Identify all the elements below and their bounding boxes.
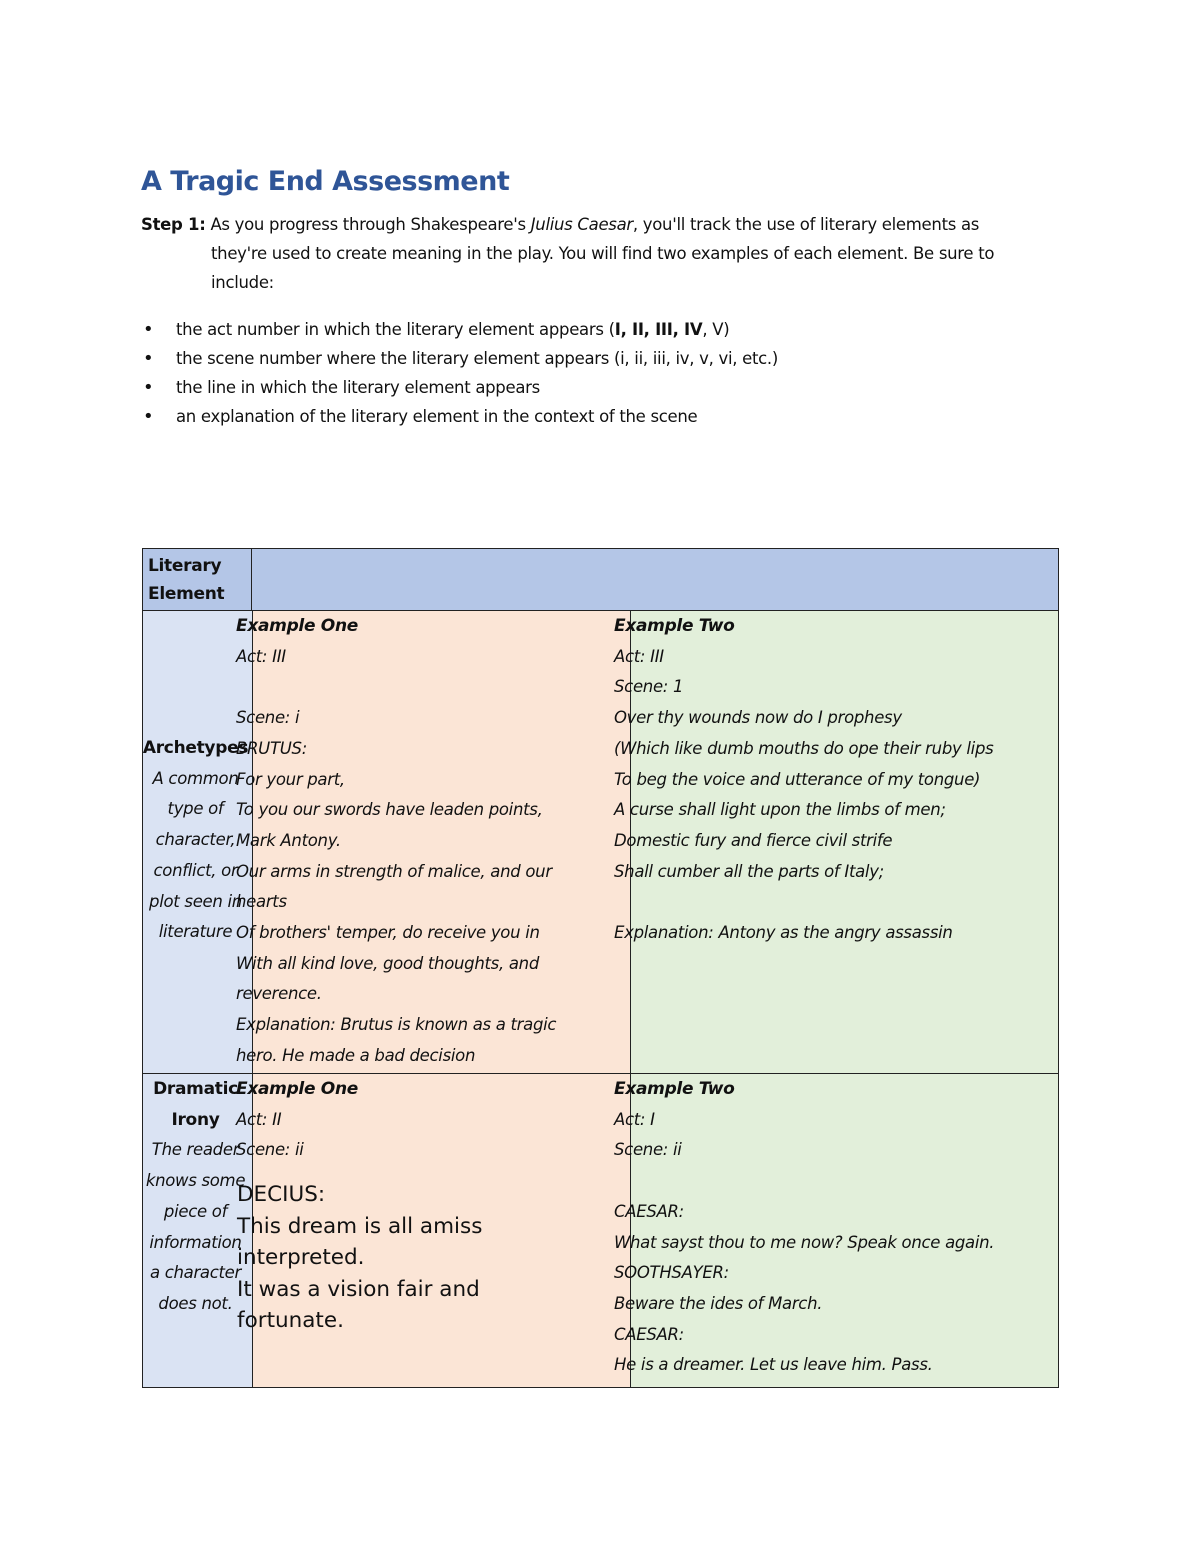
requirements-list: [141, 315, 778, 431]
step-line-3: include:: [211, 273, 274, 292]
step-line-2: they're used to create meaning in the play. You will find two examples of each element. Be sure to: [211, 244, 995, 263]
step-1-instructions: [141, 210, 1071, 297]
list-item: • the act number in which the literary element appears (I, II, III, IV, V): [141, 315, 778, 344]
header-blank: [252, 548, 1059, 611]
list-item: • an explanation of the literary element in the context of the scene: [141, 402, 778, 431]
archetypes-example-two: Example Two Act: III Scene: 1 Over thy wounds now do I prophesy (Which like dumb mouths do ope their ruby lips To beg the voice and utterance of my tongue) A curse shall light upon the limbs of men; Domestic fury and fierce civil strife Shall cumber all the parts of Italy; Explanation: Antony as the angry assassin: [630, 611, 1059, 1073]
element-label-archetypes: Archetypes A common type of character, conflict, or plot seen in literature: [142, 611, 252, 1073]
list-item: • the line in which the literary element appears: [141, 373, 778, 402]
play-title: Julius Caesar: [530, 215, 633, 234]
list-item: • the scene number where the literary element appears (i, ii, iii, iv, v, vi, etc.): [141, 344, 778, 373]
element-name: Archetypes: [142, 738, 249, 758]
dramatic-irony-example-two: Example Two Act: I Scene: ii CAESAR: What sayst thou to me now? Speak once again. SOOTHSAYER: Beware the ides of March. CAESAR: He is a dreamer. Let us leave him. Pass.: [630, 1073, 1059, 1388]
element-name: Dramatic: [153, 1079, 238, 1099]
step-label: Step 1:: [141, 215, 206, 234]
step-text-after: , you'll track the use of literary elements as: [632, 215, 980, 234]
element-label-dramatic-irony: Dramatic Irony The reader knows some piece of information a character does not.: [142, 1073, 252, 1388]
archetypes-example-one: Example One Act: III Scene: i BRUTUS: For your part, To you our swords have leaden points, Mark Antony. Our arms in strength of malice, and our hearts Of brothers' temper, do receive you in With all kind love, good thoughts, and reverence. Explanation: Brutus is known as a tragic hero. He made a bad decision: [252, 611, 630, 1073]
literary-elements-table: [142, 548, 1059, 1388]
dramatic-irony-example-one: Example One Act: II Scene: ii DECIUS: This dream is all amiss interpreted. It was a vision fair and fortunate.: [252, 1073, 630, 1388]
page-title: A Tragic End Assessment: [141, 166, 510, 197]
step-text-before: As you progress through Shakespeare's: [205, 215, 531, 234]
header-literary-element: Literary Element: [142, 548, 252, 611]
